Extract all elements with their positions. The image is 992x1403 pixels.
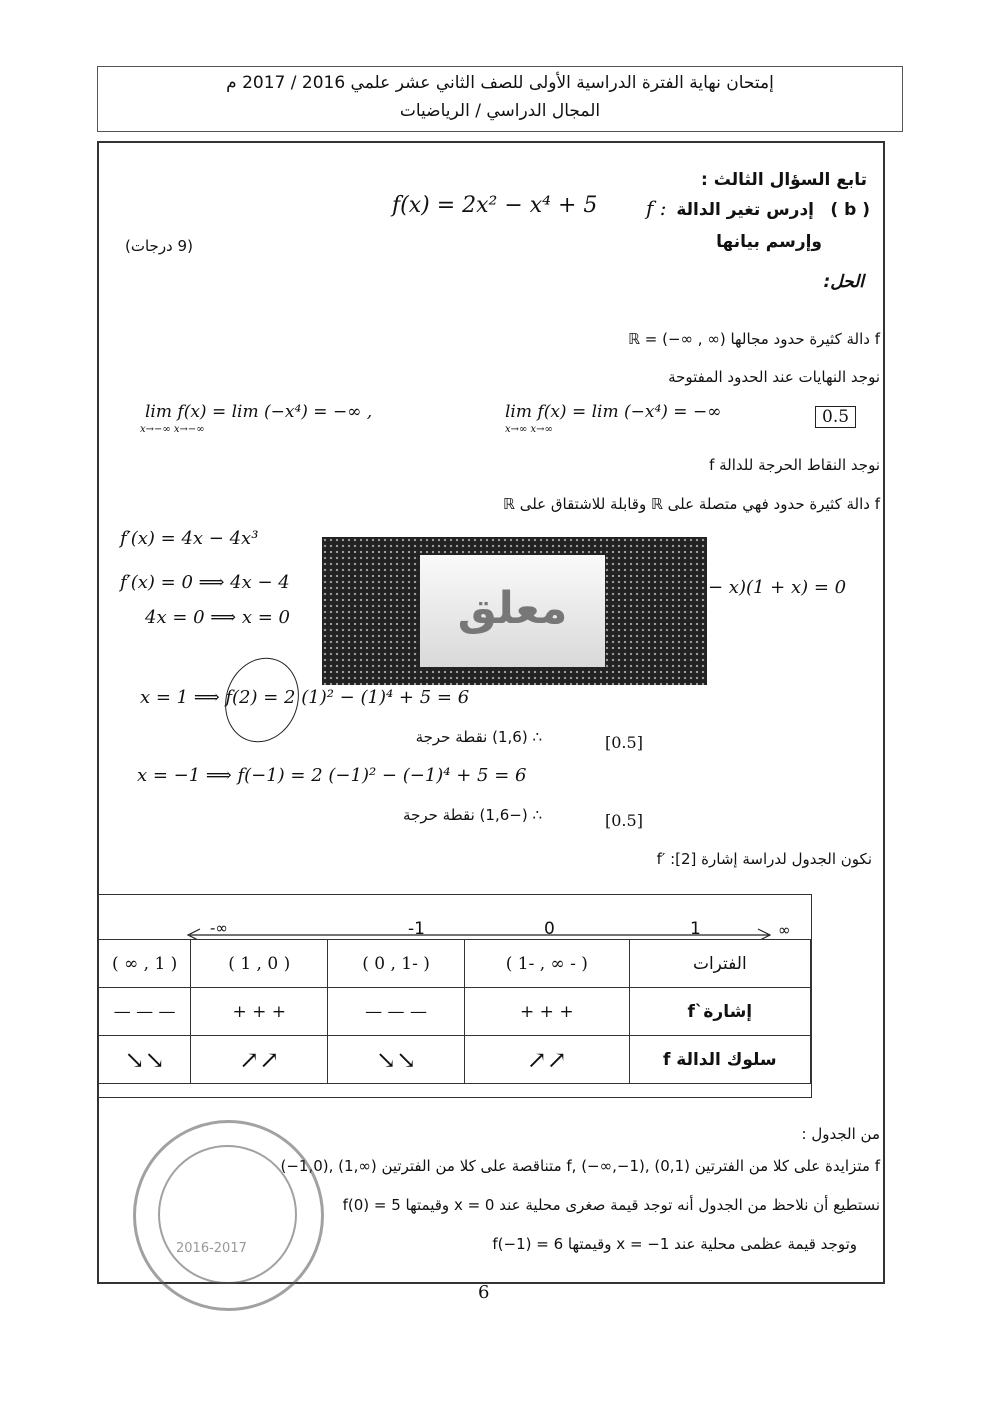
question-points: (9 درجات) — [125, 237, 193, 255]
table-cell: ( 1- , ∞ - ) — [464, 940, 629, 988]
limit-score: 0.5 — [815, 406, 856, 428]
limit-negative-sub: x→−∞ x→−∞ — [140, 424, 205, 435]
redaction-overlay — [322, 537, 707, 685]
table-cell: — — — — [328, 988, 465, 1036]
table-cell: — — — — [99, 988, 191, 1036]
local-minimum-text: نستطيع أن نلاحظ من الجدول أنه توجد قيمة صغرى محلية عند x = 0 وقيمتها f(0) = 5 — [342, 1196, 880, 1214]
table-row — [99, 940, 811, 988]
question-instruction: إدرس تغير الدالة — [676, 200, 814, 220]
table-row — [99, 988, 811, 1036]
number-line-arrow — [98, 895, 811, 939]
root-zero: 4x = 0 ⟹ x = 0 — [145, 607, 290, 628]
page-number: 6 — [478, 1282, 490, 1303]
domain-text: f دالة كثيرة حدود مجالها (∞ , ∞−) = ℝ — [628, 330, 880, 348]
evaluate-at-one: x = 1 ⟹ f(2) = 2 (1)² − (1)⁴ + 5 = 6 — [140, 687, 470, 708]
exam-subject: المجال الدراسي / الرياضيات — [399, 101, 601, 121]
critical-point-minus-one-score: [0.5] — [605, 811, 643, 830]
table-cell: + + + — [464, 988, 629, 1036]
stamp-inner-ring — [158, 1145, 297, 1284]
critical-point-one: ∴ (1,6) نقطة حرجة — [415, 728, 542, 746]
exam-header — [97, 66, 903, 132]
number-line — [98, 895, 811, 939]
answer-box — [97, 141, 885, 1284]
ministry-stamp — [133, 1120, 324, 1311]
part-label: ( b ) — [830, 200, 870, 220]
table-cell: ( 0 , 1- ) — [328, 940, 465, 988]
table-cell: ↘↘ — [328, 1036, 465, 1084]
sign-table — [97, 894, 812, 1098]
derivative-zero: f′(x) = 0 ⟹ 4x − 4 — [120, 572, 290, 593]
axis-label-pos-inf: ∞ — [778, 921, 791, 939]
local-maximum-text: وتوجد قيمة عظمى محلية عند x = −1 وقيمتها f(−1) = 6 — [492, 1235, 857, 1253]
table-cell: + + + — [191, 988, 328, 1036]
table-row — [99, 1036, 811, 1084]
critical-points-intro: نوجد النقاط الحرجة للدالة f — [709, 456, 880, 474]
derivative: f′(x) = 4x − 4x³ — [120, 528, 259, 549]
critical-point-one-score: [0.5] — [605, 733, 643, 752]
derivative-factorization: − x)(1 + x) = 0 — [708, 577, 847, 598]
sign-table-grid — [98, 939, 811, 1084]
table-cell: ( 1 , 0 ) — [191, 940, 328, 988]
axis-label-neg-inf: -∞ — [210, 919, 228, 937]
table-cell: ( ∞ , 1 ) — [99, 940, 191, 988]
limit-positive-sub: x→∞ x→∞ — [505, 424, 553, 435]
conclusion-intro: من الجدول : — [801, 1125, 880, 1143]
question-continuation: تابع السؤال الثالث : — [701, 170, 867, 190]
evaluate-at-minus-one: x = −1 ⟹ f(−1) = 2 (−1)² − (−1)⁴ + 5 = 6 — [137, 765, 527, 786]
table-cell: ↗↗ — [464, 1036, 629, 1084]
table-cell: ↘↘ — [99, 1036, 191, 1084]
axis-label-zero: 0 — [544, 919, 555, 939]
row-label-behavior: سلوك الدالة f — [629, 1036, 810, 1084]
continuity-text: f دالة كثيرة حدود فهي متصلة على ℝ وقابلة للاشتقاق على ℝ — [503, 495, 880, 513]
limit-negative-infinity: lim f(x) = lim (−x⁴) = −∞ , — [145, 402, 373, 422]
sign-table-intro: نكون الجدول لدراسة إشارة f′ :[2] — [656, 850, 872, 868]
stamp-year: 2016-2017 — [176, 1241, 247, 1256]
redaction-label-box — [420, 555, 605, 667]
function-definition: f(x) = 2x² − x⁴ + 5 — [392, 193, 598, 218]
solution-label: الحل: — [823, 272, 864, 292]
row-label-intervals: الفترات — [629, 940, 810, 988]
exam-title: إمتحان نهاية الفترة الدراسية الأولى للصف الثاني عشر علمي 2016 / 2017 م — [226, 73, 774, 93]
table-cell: ↗↗ — [191, 1036, 328, 1084]
axis-label-one: 1 — [690, 919, 701, 939]
row-label-sign: إشارة`f — [629, 988, 810, 1036]
function-name: f : — [646, 196, 667, 220]
critical-point-minus-one: ∴ (−1,6) نقطة حرجة — [403, 806, 542, 824]
limits-intro: نوجد النهايات عند الحدود المفتوحة — [668, 368, 880, 386]
question-instruction-graph: وإرسم بيانها — [716, 232, 822, 252]
axis-label-minus-one: -1 — [408, 919, 425, 939]
limit-positive-infinity: lim f(x) = lim (−x⁴) = −∞ — [505, 402, 722, 422]
monotonicity-text: f متزايدة على كلا من الفترتين (0,1) ,(1−,∞−) ,f متناقصة على كلا من الفترتين (∞,1) ,(1,0−) — [280, 1157, 880, 1175]
redaction-label: معلق — [457, 583, 568, 634]
